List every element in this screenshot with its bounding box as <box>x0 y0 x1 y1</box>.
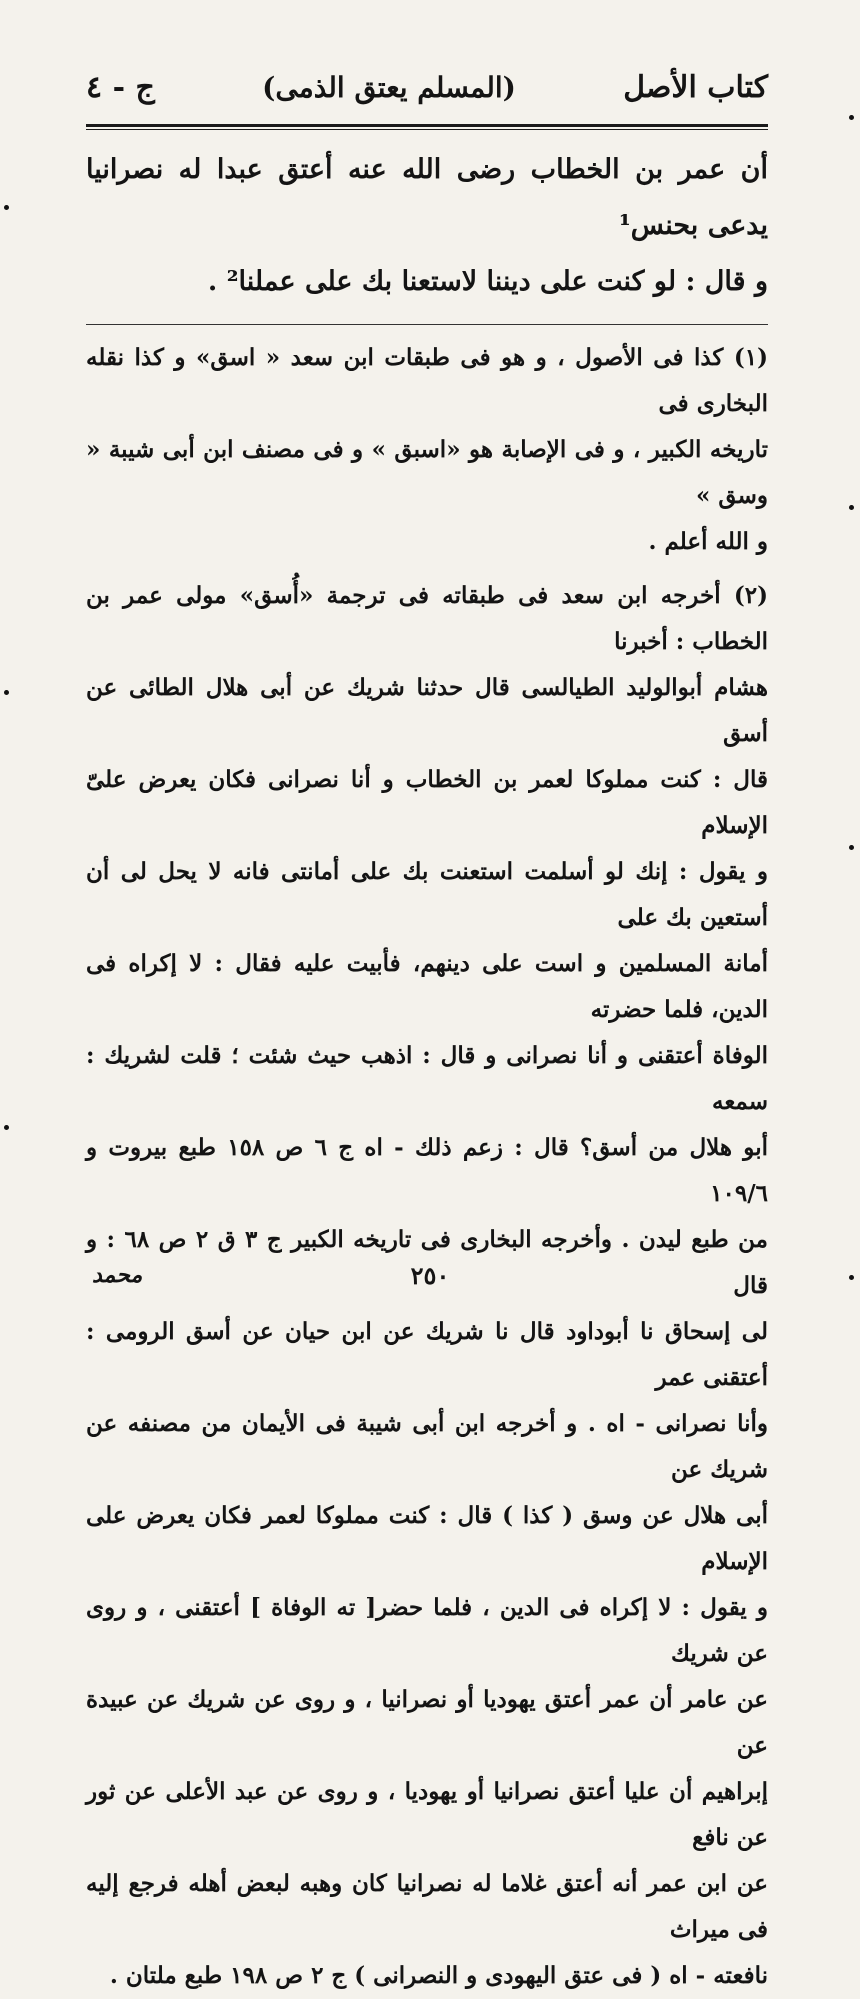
footnote-line: هشام أبوالوليد الطيالسى قال حدثنا شريك عن أبى هلال الطائى عن أسق <box>86 674 768 747</box>
footnote-line: أبى هلال عن وسق ( كذا ) قال : كنت مملوكا لعمر فكان يعرض على الإسلام <box>86 1502 768 1575</box>
footnote-line: إبراهيم أن عليا أعتق نصرانيا أو يهوديا ، و روى عن عبد الأعلى عن ثور عن نافع <box>86 1778 768 1851</box>
scan-mark <box>4 690 9 695</box>
book-title: كتاب الأصل <box>623 70 768 105</box>
footnote-line: أبو هلال من أسق؟ قال : زعم ذلك - اه ج ٦ ص ١٥٨ طبع بيروت و ١٠٩/٦ <box>86 1134 768 1207</box>
volume-label: ج - ٤ <box>86 70 155 105</box>
footnote-line: أمانة المسلمين و است على دينهم، فأبيت عليه فقال : لا إكراه فى الدين، فلما حضرته <box>86 950 768 1023</box>
footnote-line: من طبع ليدن . وأخرجه البخارى فى تاريخه الكبير ج ٣ ق ٢ ص ٦٨ : و قال <box>86 1226 768 1299</box>
footnote-line: و يقول : إنك لو أسلمت استعنت بك على أمانتى فانه لا يحل لى أن أستعين بك على <box>86 858 768 931</box>
page-number: ٢٥٠ <box>410 1260 450 1290</box>
footnote-line: (١) كذا فى الأصول ، و هو فى طبقات ابن سعد « اسق» و كذا نقله البخارى فى <box>86 344 768 417</box>
main-text-line: أن عمر بن الخطاب رضى الله عنه أعتق عبدا له نصرانيا يدعى بحنس¹ <box>86 154 768 241</box>
footnote-line: لى إسحاق نا أبوداود قال نا شريك عن ابن حيان عن أسق الرومى : أعتقنى عمر <box>86 1318 768 1391</box>
scan-mark <box>849 505 854 510</box>
footnote-separator <box>86 324 768 325</box>
page-footer <box>92 1262 768 1288</box>
main-text <box>86 142 768 310</box>
main-text-line: و قال : لو كنت على ديننا لاستعنا بك على عملنا² . <box>207 266 768 297</box>
scan-mark <box>849 1275 854 1280</box>
header-rule <box>86 124 768 130</box>
footnote-line: قال : كنت مملوكا لعمر بن الخطاب و أنا نصرانى فكان يعرض علىّ الإسلام <box>86 766 768 839</box>
footnote-line: و الله أعلم . <box>648 528 768 555</box>
footnote-line: نافعته - اه ( فى عتق اليهودى و النصرانى ) ج ٢ ص ١٩٨ طبع ملتان . <box>109 1962 768 1989</box>
footnote-line: عن عامر أن عمر أعتق يهوديا أو نصرانيا ، و روى عن شريك عن عبيدة عن <box>86 1686 768 1759</box>
footnotes <box>86 335 768 1999</box>
footnote-line: الوفاة أعتقنى و أنا نصرانى و قال : اذهب حيث شئت ؛ قلت لشريك : سمعه <box>86 1042 768 1115</box>
footnote-line: وأنا نصرانى - اه . و أخرجه ابن أبى شيبة فى الأيمان من مصنفه عن شريك عن <box>86 1410 768 1483</box>
scan-mark <box>849 845 854 850</box>
scan-mark <box>4 205 9 210</box>
signature: محمد <box>92 1262 143 1288</box>
scan-mark <box>849 115 854 120</box>
footnote-1 <box>86 335 768 565</box>
footnote-line: و يقول : لا إكراه فى الدين ، فلما حضر[ ته الوفاة ] أعتقنى ، و روى عن شريك <box>86 1594 768 1667</box>
footnote-line: تاريخه الكبير ، و فى الإصابة هو «اسبق » و فى مصنف ابن أبى شيبة « وسق » <box>86 436 768 509</box>
footnote-line: عن ابن عمر أنه أعتق غلاما له نصرانيا كان وهبه لبعض أهله فرجع إليه فى ميراث <box>86 1870 768 1943</box>
chapter-title: (المسلم يعتق الذمى) <box>262 71 516 104</box>
running-header <box>86 70 768 118</box>
scan-mark <box>4 1125 9 1130</box>
footnote-line: (٢) أخرجه ابن سعد فى طبقاته فى ترجمة «أُسق» مولى عمر بن الخطاب : أخبرنا <box>86 582 768 655</box>
